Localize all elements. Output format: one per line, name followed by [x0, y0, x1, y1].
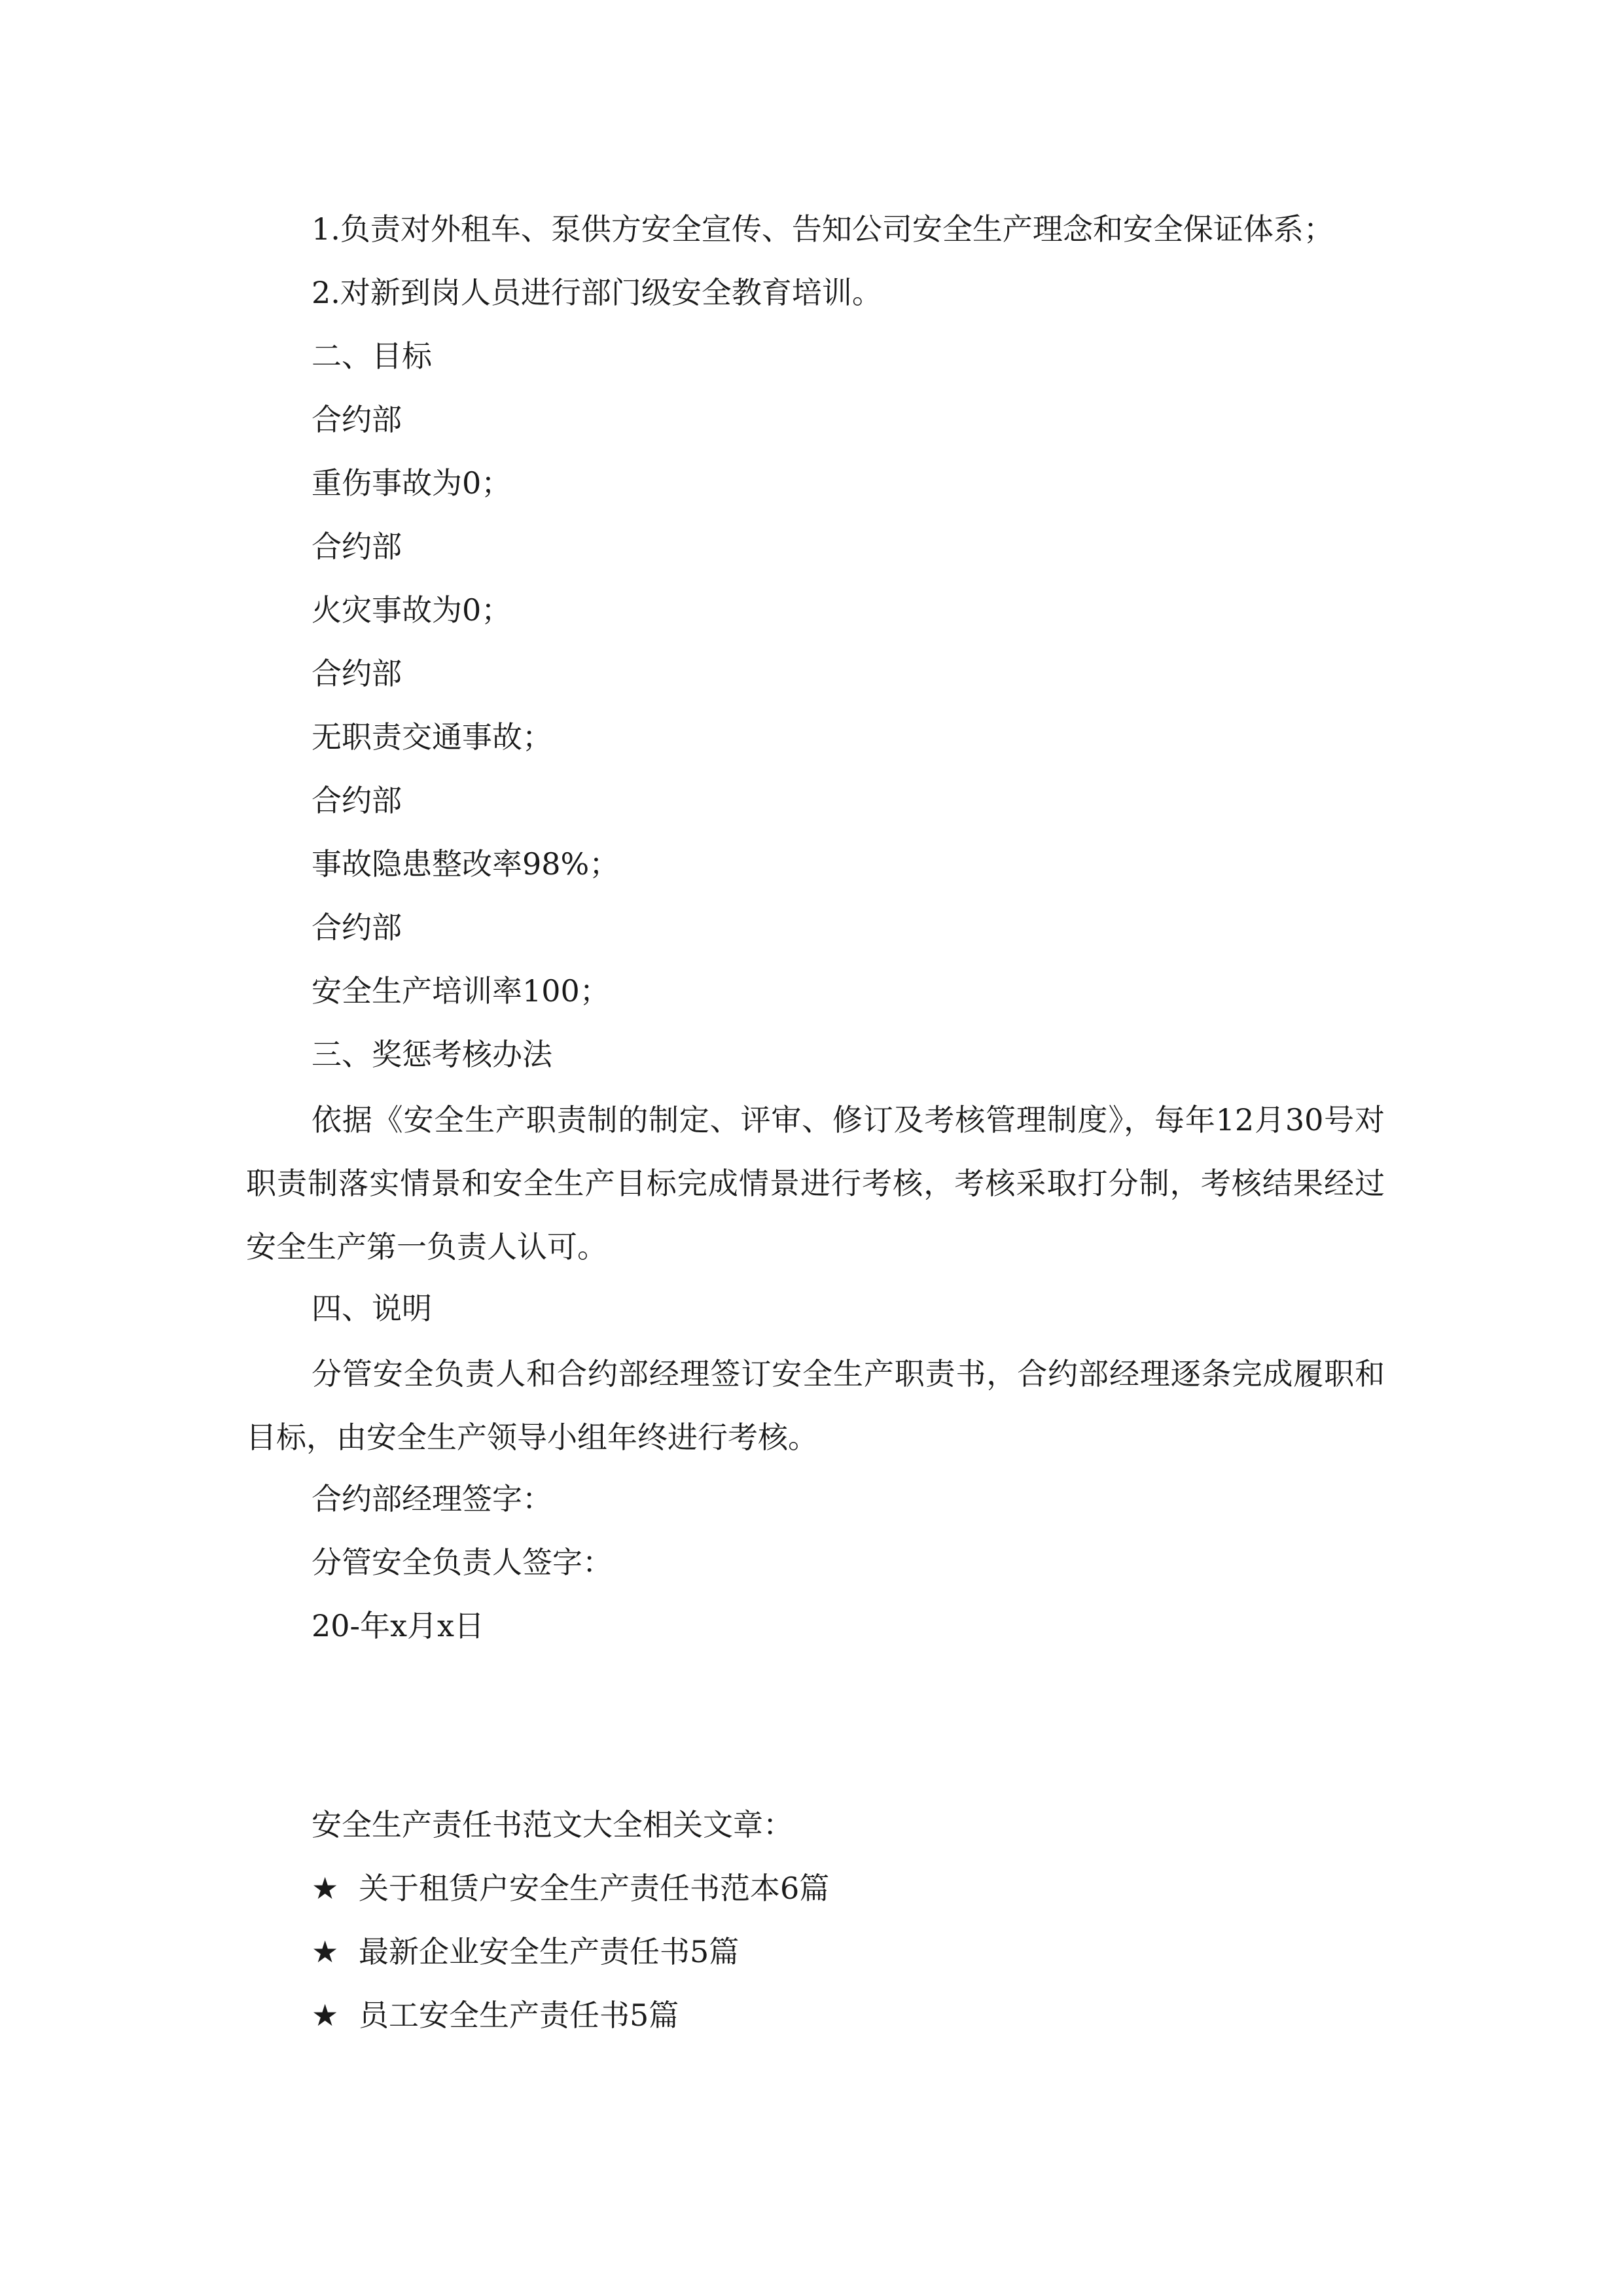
target-dept-2: 合约部 [312, 529, 402, 564]
target-goal-2: 火灾事故为0； [312, 592, 512, 628]
related-article-link[interactable] [312, 1870, 829, 1907]
target-dept-5: 合约部 [312, 910, 402, 945]
related-article-link[interactable] [312, 1997, 679, 2034]
target-goal-4: 事故隐患整改率98%； [312, 846, 620, 882]
section-heading-notes: 四、说明 [312, 1291, 432, 1326]
target-dept-1: 合约部 [312, 402, 402, 437]
signature-date: 20-年x月x日 [312, 1608, 484, 1643]
star-icon: ★ [312, 1871, 339, 1906]
manager-signature-label: 合约部经理签字： [312, 1481, 552, 1516]
target-dept-3: 合约部 [312, 656, 402, 691]
target-dept-4: 合约部 [312, 783, 402, 818]
star-icon: ★ [312, 1934, 339, 1969]
star-icon: ★ [312, 1998, 339, 2033]
section-heading-targets: 二、目标 [312, 338, 432, 374]
section-heading-assessment: 三、奖惩考核办法 [312, 1037, 552, 1072]
target-goal-1: 重伤事故为0； [312, 465, 512, 501]
related-article-link[interactable] [312, 1933, 739, 1970]
notes-paragraph: 分管安全负责人和合约部经理签订安全生产职责书，合约部经理逐条完成履职和目标，由安全生产领导小组年终进行考核。 [246, 1356, 1385, 1455]
responsibility-item-1: 1.负责对外租车、泵供方安全宣传、告知公司安全生产理念和安全保证体系； [312, 211, 1334, 247]
responsibility-item-2: 2.对新到岗人员进行部门级安全教育培训。 [312, 275, 882, 310]
related-article-title[interactable]: 关于租赁户安全生产责任书范本6篇 [359, 1871, 830, 1906]
safety-signature-label: 分管安全负责人签字： [312, 1545, 613, 1580]
target-goal-3: 无职责交通事故； [312, 719, 552, 755]
related-articles-heading: 安全生产责任书范文大全相关文章： [312, 1807, 793, 1842]
related-article-title[interactable]: 最新企业安全生产责任书5篇 [359, 1934, 740, 1969]
related-article-title[interactable]: 员工安全生产责任书5篇 [359, 1998, 679, 2033]
assessment-paragraph: 依据《安全生产职责制的制定、评审、修订及考核管理制度》，每年12月30号对职责制落实情景和安全生产目标完成情景进行考核，考核采取打分制，考核结果经过安全生产第一负责人认可。 [246, 1102, 1385, 1265]
target-goal-5: 安全生产培训率100； [312, 973, 610, 1009]
